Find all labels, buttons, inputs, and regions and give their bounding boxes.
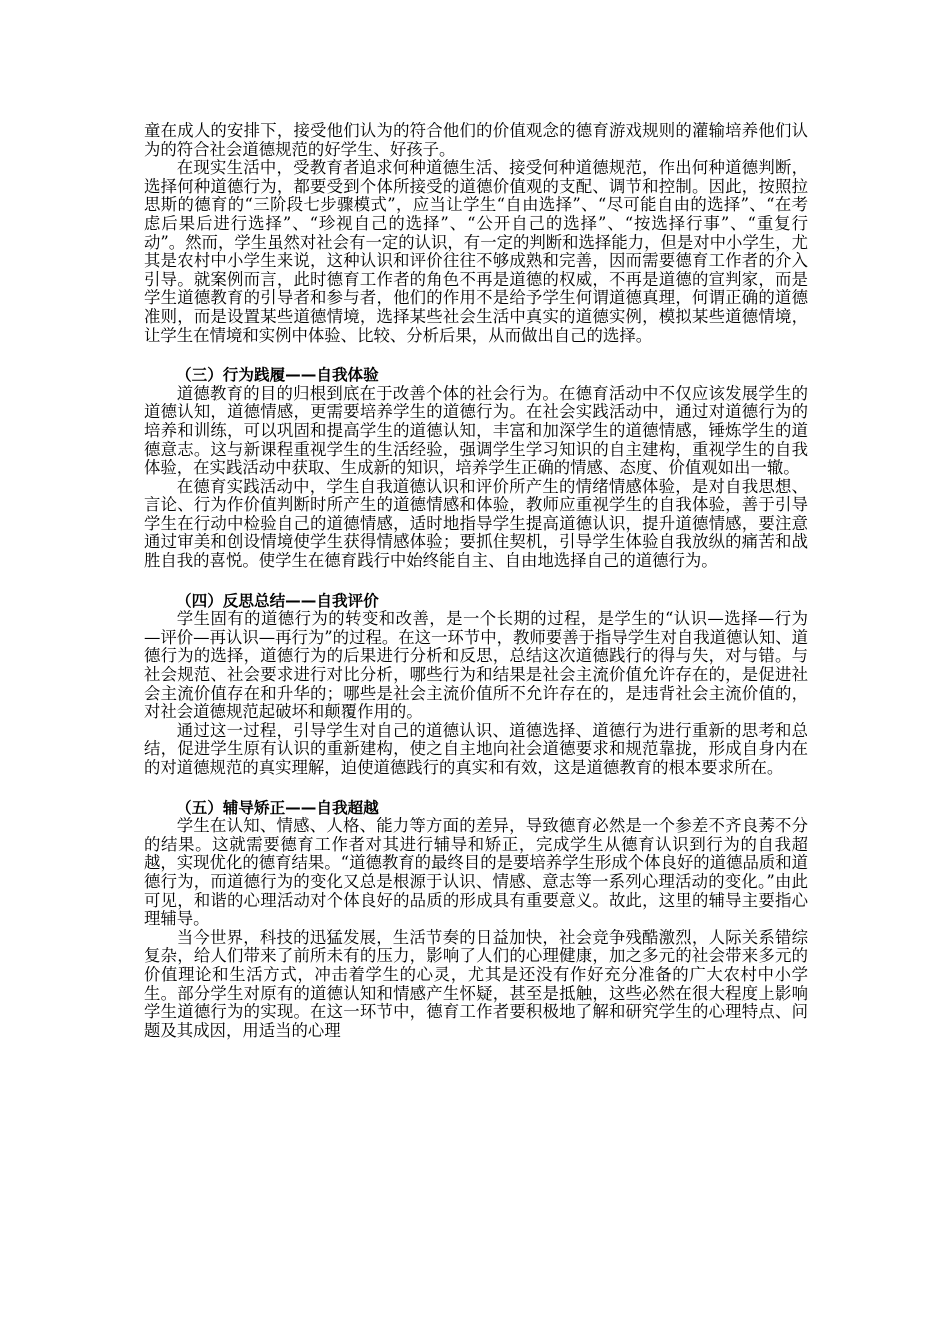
paragraph-individual-differences: 学生在认知、情感、人格、能力等方面的差异，导致德育必然是一个参差不齐良莠不分的结果。这就需要德育工作者对其进行辅导和矫正，完成学生从德育认识到行为的自我超越，实现优化的德育结果。“道德教育的最终目的是要培养学生形成个体良好的道德品质和道德行为，而道德行为的变化又总是根源于认识、情感、意志等一系列心理活动的变化。”由此可见，和谐的心理活动对个体良好的品质的形成具有重要意义。故此，这里的辅导主要指心理辅导。 — [144, 816, 809, 929]
paragraph-value-choice: 在现实生活中，受教育者追求何种道德生活、接受何种道德规范，作出何种道德判断，选择何种道德行为，都要受到个体所接受的道德价值观的支配、调节和控制。因此，按照拉思斯的德育的“三阶段七步骤模式”，应当让学生“自由选择”、“尽可能自由的选择”、“在考虑后果后进行选择”、“珍视自己的选择”、“公开自己的选择”、“按选择行事”、“重复行动”。然而，学生虽然对社会有一定的认识，有一定的判断和选择能力，但是对中小学生，尤其是农村中小学生来说，这种认识和评价往往不够成熟和完善，因而需要德育工作者的介入引导。就案例而言，此时德育工作者的角色不再是道德的权威，不再是道德的宣判家，而是学生道德教育的引导者和参与者，他们的作用不是给予学生何谓道德真理，何谓正确的道德准则，而是设置某些道德情境，选择某些社会生活中真实的道德实例，模拟某些道德情境，让学生在情境和实例中体验、比较、分析后果，从而做出自己的选择。 — [144, 158, 809, 345]
section-heading-behavior-practice: （三）行为践履——自我体验 — [176, 366, 379, 385]
section-heading-guidance-correction: （五）辅导矫正——自我超越 — [176, 798, 379, 817]
paragraph-modern-pressures: 当今世界，科技的迅猛发展，生活节奏的日益加快，社会竞争残酷激烈，人际关系错综复杂，给人们带来了前所未有的压力，影响了人们的心理健康，加之多元的社会带来多元的价值理论和生活方式，冲击着学生的心灵，尤其是还没有作好充分准备的广大农村中小学生。部分学生对原有的道德认知和情感产生怀疑，甚至是抵触，这些必然在很大程度上影响学生道德行为的实现。在这一环节中，德育工作者要积极地了解和研究学生的心理特点、问题及其成因，用适当的心理 — [144, 927, 808, 1040]
paragraph-reconstruction: 通过这一过程，引导学生对自己的道德认识、道德选择、道德行为进行重新的思考和总结，促进学生原有认识的重新建构，使之自主地向社会道德要求和规范靠拢，形成自身内在的对道德规范的真实理解，迫使道德践行的真实和有效，这是道德教育的根本要求所在。 — [144, 720, 808, 777]
paragraph-reflection-process: 学生固有的道德行为的转变和改善，是一个长期的过程，是学生的“认识—选择—行为—评价—再认识—再行为”的过程。在这一环节中，教师要善于指导学生对自我道德认知、道德行为的选择，道德行为的后果进行分析和反思，总结这次道德践行的得与失，对与错。与社会规范、社会要求进行对比分析，哪些行为和结果是社会主流价值允许存在的，是促进社会主流价值存在和升华的；哪些是社会主流价值所不允许存在的，是违背社会主流价值的，对社会道德规范起破坏和颠覆作用的。 — [144, 609, 809, 722]
section-heading-reflection-summary: （四）反思总结——自我评价 — [176, 591, 379, 610]
document-page — [144, 122, 808, 1040]
paragraph-continued: 童在成人的安排下，接受他们认为的符合他们的价值观念的德育游戏规则的灌输培养他们认为的符合社会道德规范的好学生、好孩子。 — [144, 121, 808, 159]
paragraph-moral-behavior: 道德教育的目的归根到底在于改善个体的社会行为。在德育活动中不仅应该发展学生的道德认知，道德情感，更需要培养学生的道德行为。在社会实践活动中，通过对道德行为的培养和训练，可以巩固和提高学生的道德认知，丰富和加深学生的道德情感，锤炼学生的道德意志。这与新课程重视学生的生活经验，强调学生学习知识的自主建构，重视学生的自我体验，在实践活动中获取、生成新的知识，培养学生正确的情感、态度、价值观如出一辙。 — [144, 383, 808, 478]
paragraph-self-experience: 在德育实践活动中，学生自我道德认识和评价所产生的情绪情感体验，是对自我思想、言论、行为作价值判断时所产生的道德情感和体验，教师应重视学生的自我体验，善于引导学生在行动中检验自己的道德情感，适时地指导学生提高道德认识，提升道德情感，要注意通过审美和创设情境使学生获得情感体验；要抓住契机，引导学生体验自我放纵的痛苦和战胜自我的喜悦。使学生在德育践行中始终能自主、自由地选择自己的道德行为。 — [144, 476, 808, 571]
